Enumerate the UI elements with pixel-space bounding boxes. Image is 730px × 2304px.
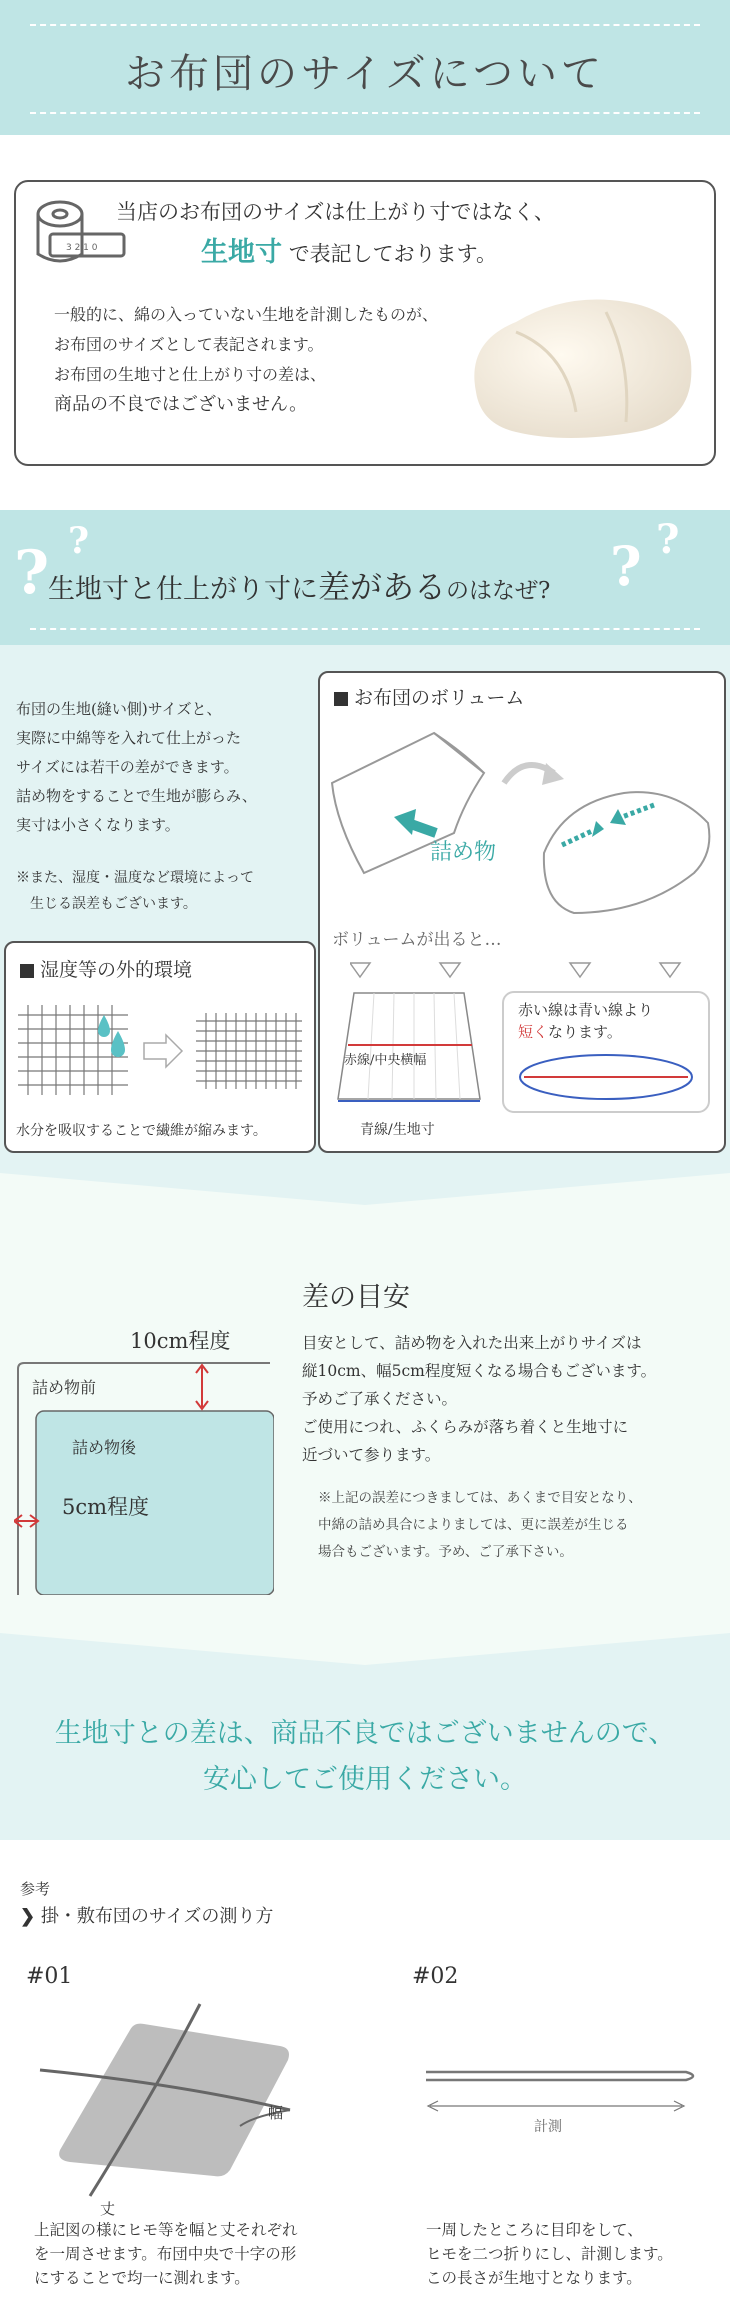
- reference-label: 参考: [20, 1880, 51, 1898]
- guideline-body: [302, 1329, 656, 1469]
- before-label: 詰め物前: [32, 1378, 97, 1397]
- reason-section: [0, 645, 730, 1165]
- guideline-section: [0, 1165, 730, 1625]
- heading-square-icon: [20, 964, 34, 978]
- guideline-line: 目安として、詰め物を入れた出来上がりサイズは: [302, 1334, 642, 1352]
- red-line-label: 赤線/中央横幅: [344, 1053, 427, 1068]
- step1-line: を一周させます。布団中央で十字の形: [34, 2245, 297, 2263]
- reason-body: [16, 695, 257, 840]
- length-measure-label: 丈: [100, 2200, 116, 2218]
- reassure-section: [0, 1625, 730, 1840]
- measure-label: 計測: [534, 2119, 562, 2135]
- question-mark-icon: ?: [610, 534, 642, 598]
- guideline-line: 予めご了承ください。: [302, 1390, 458, 1408]
- volume-box: [318, 671, 726, 1153]
- guideline-line: ご使用につれ、ふくらみが落ち着くと生地寸に: [302, 1418, 629, 1436]
- volume-out-text: ボリュームが出ると…: [332, 930, 502, 950]
- intro-body-line: お布団のサイズとして表記されます。: [54, 335, 324, 354]
- intro-line2: [201, 230, 497, 269]
- guideline-title: 差の目安: [302, 1282, 410, 1313]
- step2-line: ヒモを二つ折りにし、計測します。: [426, 2245, 673, 2263]
- step1-number: #01: [26, 1964, 73, 1989]
- height-label: 10cm程度: [130, 1329, 231, 1353]
- step2-text: [426, 2218, 673, 2290]
- down-chevron-icon: [0, 1625, 730, 1665]
- humidity-title-text: 湿度等の外的環境: [40, 959, 193, 981]
- guideline-note-line: ※上記の誤差につきましては、あくまで目安となり、: [318, 1490, 642, 1506]
- filling-label: 詰め物: [430, 840, 497, 865]
- ellipse-comparison: [512, 1049, 700, 1105]
- reference-section: [0, 1840, 730, 2304]
- reason-note-line: ※また、湿度・温度など環境によって: [16, 870, 254, 886]
- question-prefix: 生地寸と仕上がり寸に: [48, 574, 318, 605]
- reassure-line2: 安心してご使用ください。: [203, 1764, 527, 1795]
- guideline-line: 近づいて参ります。: [302, 1446, 441, 1464]
- intro-highlight: 生地寸: [201, 237, 282, 268]
- question-highlight: 差がある: [318, 568, 447, 606]
- intro-line2-suffix: で表記しております。: [288, 242, 498, 266]
- reassure-line1: 生地寸との差は、商品不良ではございませんので、: [54, 1718, 676, 1749]
- down-arrows: [350, 961, 690, 981]
- step1-line: にすることで均一に測れます。: [34, 2269, 250, 2287]
- guideline-note-line: 中綿の詰め具合によりましては、更に誤差が生じる: [318, 1517, 629, 1533]
- humidity-title: [20, 955, 192, 982]
- string-fold-diagram: [424, 2066, 704, 2126]
- step2-line: 一周したところに目印をして、: [426, 2221, 643, 2239]
- intro-body-line: 商品の不良ではございません。: [54, 394, 308, 415]
- volume-title: [334, 683, 524, 710]
- guideline-line: 縦10cm、幅5cm程度短くなる場合もございます。: [302, 1362, 657, 1380]
- reference-subtitle: [20, 1902, 273, 1928]
- step1-text: [34, 2218, 298, 2290]
- humidity-box: [4, 941, 316, 1153]
- after-label: 詰め物後: [72, 1438, 137, 1457]
- intro-body-line: お布団の生地寸と仕上がり寸の差は、: [54, 365, 327, 384]
- filling-diagram: [324, 713, 720, 923]
- humidity-caption: 水分を吸収することで繊維が縮みます。: [16, 1123, 267, 1139]
- bubble-line2-suffix: なります。: [548, 1023, 622, 1041]
- tape-measure-icon: [30, 196, 130, 286]
- intro-line1: 当店のお布団のサイズは仕上がり寸ではなく、: [116, 200, 555, 224]
- question-suffix: のはなぜ?: [446, 578, 551, 604]
- tape-numbers: 3 2 1 0: [66, 243, 98, 253]
- futon-measure-diagram: [30, 2000, 330, 2200]
- volume-title-text: お布団のボリューム: [354, 687, 525, 709]
- question-mark-icon: ?: [656, 516, 680, 563]
- intro-body-line: 一般的に、綿の入っていない生地を計測したものが、: [54, 305, 439, 324]
- intro-box: [14, 180, 716, 466]
- reason-note-line: 生じる誤差もございます。: [30, 896, 197, 912]
- comparison-bubble: [502, 991, 710, 1113]
- fiber-grid-diagram: [14, 995, 310, 1105]
- down-chevron-icon: [0, 1165, 730, 1205]
- width-measure-label: 幅: [268, 2104, 284, 2122]
- bubble-line2: [518, 1021, 622, 1042]
- step2-number: #02: [412, 1964, 459, 1989]
- heading-square-icon: [334, 692, 348, 706]
- question-banner: [0, 510, 730, 645]
- header-banner: [0, 0, 730, 135]
- futon-roll-image: [456, 272, 706, 452]
- blue-line-label: 青線/生地寸: [360, 1122, 435, 1138]
- bubble-red-word: 短く: [518, 1023, 549, 1041]
- step1-line: 上記図の様にヒモ等を幅と丈それぞれ: [34, 2221, 298, 2239]
- reason-line: 詰め物をすることで生地が膨らみ、: [16, 787, 257, 805]
- width-label: 5cm程度: [62, 1495, 150, 1519]
- reason-line: 実際に中綿等を入れて仕上がった: [16, 729, 242, 747]
- question-mark-icon: ?: [68, 520, 90, 562]
- guideline-note-line: 場合もございます。予め、ご了承下さい。: [318, 1544, 573, 1560]
- question-mark-icon: ?: [14, 538, 50, 608]
- guideline-note: [318, 1485, 642, 1566]
- step2-line: この長さが生地寸となります。: [426, 2269, 642, 2287]
- reason-line: 実寸は小さくなります。: [16, 816, 180, 834]
- bubble-line1: 赤い線は青い線より: [518, 1001, 654, 1019]
- reason-note: [16, 865, 254, 917]
- chevron-right-icon: ❯: [20, 1906, 36, 1927]
- page-title: お布団のサイズについて: [125, 51, 605, 97]
- question-title: [48, 562, 550, 608]
- intro-body: [54, 300, 438, 420]
- reason-line: サイズには若干の差ができます。: [16, 758, 239, 776]
- reason-line: 布団の生地(縫い側)サイズと、: [16, 700, 222, 718]
- reference-subtitle-text: 掛・敷布団のサイズの測り方: [40, 1906, 274, 1927]
